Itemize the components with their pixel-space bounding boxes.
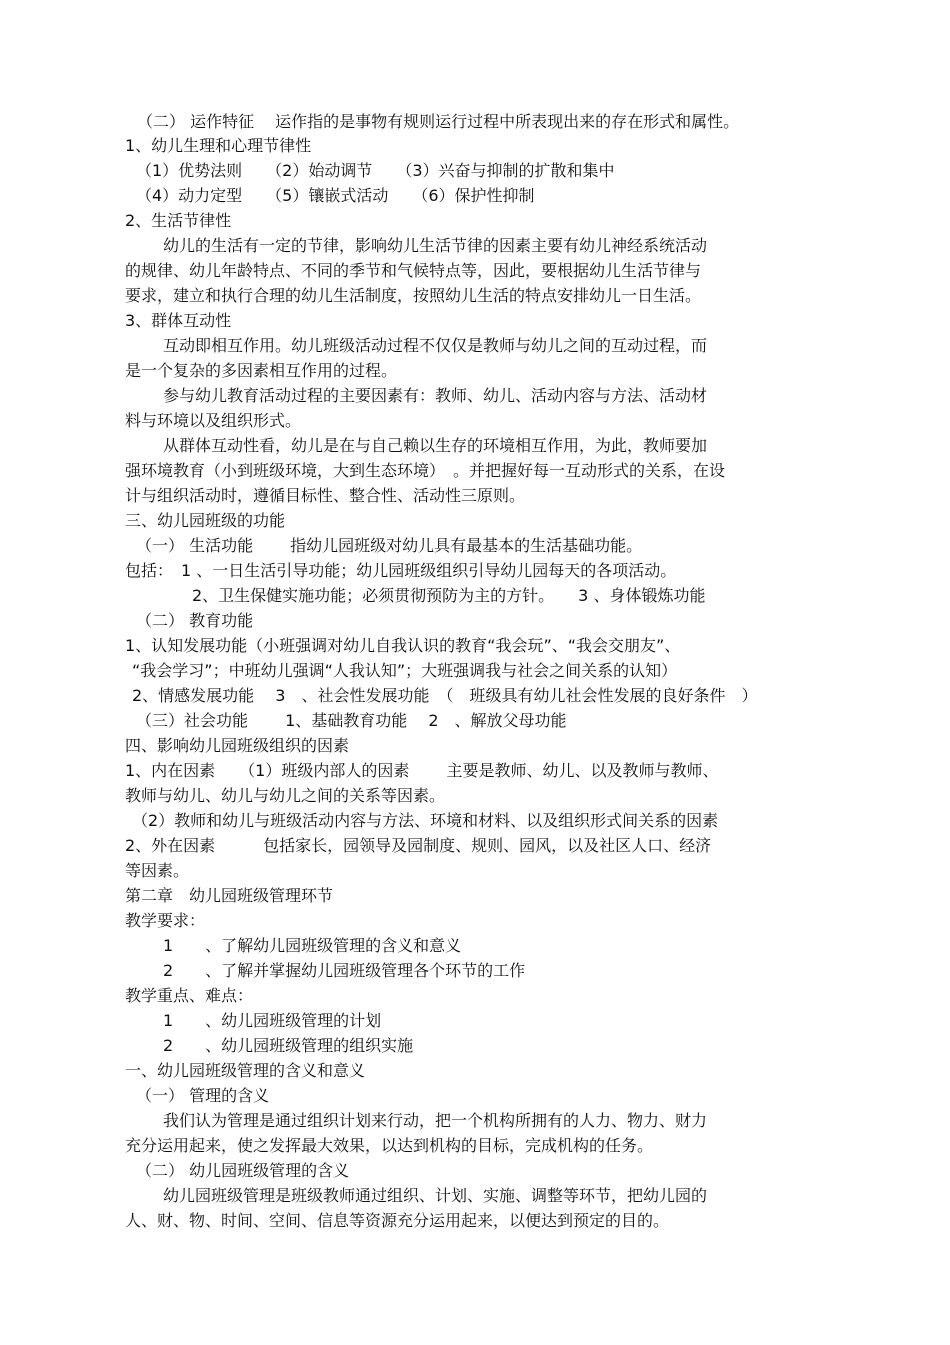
- list-item: 1 、幼儿园班级管理的计划: [163, 1011, 382, 1030]
- subheading-life-rhythm: 2、生活节律性: [125, 211, 232, 230]
- subheading-rhythm: 1、幼儿生理和心理节律性: [125, 136, 312, 155]
- paragraph-line: 2、外在因素 包括家长，园领导及园制度、规则、园风，以及社区人口、经济: [125, 836, 712, 855]
- paragraph-line: 计与组织活动时，遵循目标性、整合性、活动性三原则。: [125, 486, 526, 505]
- subheading-social-function: （三）社会功能 1、基础教育功能 2 、解放父母功能: [136, 711, 567, 730]
- list-item: 2 、了解并掌握幼儿园班级管理各个环节的工作: [163, 961, 526, 980]
- paragraph-line: 的规律、幼儿年龄特点、不同的季节和气候特点等，因此，要根据幼儿生活节律与: [125, 261, 702, 280]
- paragraph-line: 充分运用起来，使之发挥最大效果，以达到机构的目标，完成机构的任务。: [125, 1136, 654, 1155]
- section-heading-management-meaning: 一、幼儿园班级管理的含义和意义: [125, 1061, 366, 1080]
- subheading-management-definition: （一） 管理的含义: [136, 1086, 270, 1105]
- paragraph-line: 包括： 1 、一日生活引导功能；幼儿园班级组织引导幼儿园每天的各项活动。: [125, 561, 677, 580]
- paragraph-line: 教师与幼儿、幼儿与幼儿之间的关系等因素。: [125, 786, 446, 805]
- list-item: 1 、了解幼儿园班级管理的含义和意义: [163, 936, 462, 955]
- teaching-requirements-label: 教学要求：: [125, 911, 206, 930]
- paragraph-line: （2）教师和幼儿与班级活动内容与方法、环境和材料、以及组织形式间关系的因素: [132, 811, 719, 830]
- list-item: 2 、幼儿园班级管理的组织实施: [163, 1036, 414, 1055]
- subheading-education-function: （二） 教育功能: [136, 611, 254, 630]
- paragraph-line: 等因素。: [125, 861, 190, 880]
- paragraph-line: 2、情感发展功能 3 、社会性发展功能 （ 班级具有幼儿社会性发展的良好条件 ）: [132, 686, 758, 705]
- paragraph-line: 2、卫生保健实施功能；必须贯彻预防为主的方针。 3 、身体锻炼功能: [192, 586, 706, 605]
- section-heading-operation-features: （二） 运作特征 运作指的是事物有规则运行过程中所表现出来的存在形式和属性。: [137, 112, 740, 131]
- paragraph-line: 互动即相互作用。幼儿班级活动过程不仅仅是教师与幼儿之间的互动过程，而: [163, 336, 708, 355]
- paragraph-line: 料与环境以及组织形式。: [125, 411, 302, 430]
- subheading-life-function: （一） 生活功能 指幼儿园班级对幼儿具有最基本的生活基础功能。: [136, 536, 643, 555]
- paragraph-line: 幼儿园班级管理是班级教师通过组织、计划、实施、调整等环节，把幼儿园的: [163, 1186, 708, 1205]
- section-heading-influencing-factors: 四、影响幼儿园班级组织的因素: [125, 736, 350, 755]
- paragraph-line: 强环境教育（小到班级环境，大到生态环境） 。并把握好每一互动形式的关系，在设: [125, 461, 726, 480]
- key-points-label: 教学重点、难点：: [125, 986, 254, 1005]
- paragraph-line: 我们认为管理是通过组织计划来行动，把一个机构所拥有的人力、物力、财力: [163, 1111, 708, 1130]
- list-line: （4）动力定型 （5）镶嵌式活动 （6）保护性抑制: [136, 186, 535, 205]
- subheading-class-management-definition: （二） 幼儿园班级管理的含义: [136, 1161, 350, 1180]
- paragraph-line: 幼儿的生活有一定的节律，影响幼儿生活节律的因素主要有幼儿神经系统活动: [163, 236, 708, 255]
- subheading-group-interaction: 3、群体互动性: [125, 311, 232, 330]
- paragraph-line: 参与幼儿教育活动过程的主要因素有：教师、幼儿、活动内容与方法、活动材: [163, 386, 708, 405]
- paragraph-line: “我会学习”；中班幼儿强调“人我认知”；大班强调我与社会之间关系的认知）: [132, 661, 678, 680]
- paragraph-line: 要求，建立和执行合理的幼儿生活制度，按照幼儿生活的特点安排幼儿一日生活。: [125, 286, 702, 305]
- paragraph-line: 人、财、物、时间、空间、信息等资源充分运用起来，以便达到预定的目的。: [125, 1211, 670, 1230]
- section-heading-class-functions: 三、幼儿园班级的功能: [125, 511, 286, 530]
- paragraph-line: 从群体互动性看，幼儿是在与自己赖以生存的环境相互作用，为此，教师要加: [163, 436, 708, 455]
- paragraph-line: 是一个复杂的多因素相互作用的过程。: [125, 361, 398, 380]
- list-line: （1）优势法则 （2）始动调节 （3）兴奋与抑制的扩散和集中: [136, 161, 615, 180]
- paragraph-line: 1、认知发展功能（小班强调对幼儿自我认识的教育“我会玩”、“我会交朋友”、: [125, 636, 681, 655]
- chapter-title: 第二章 幼儿园班级管理环节: [125, 886, 334, 905]
- paragraph-line: 1、内在因素 （1）班级内部人的因素 主要是教师、幼儿、以及教师与教师、: [125, 761, 719, 780]
